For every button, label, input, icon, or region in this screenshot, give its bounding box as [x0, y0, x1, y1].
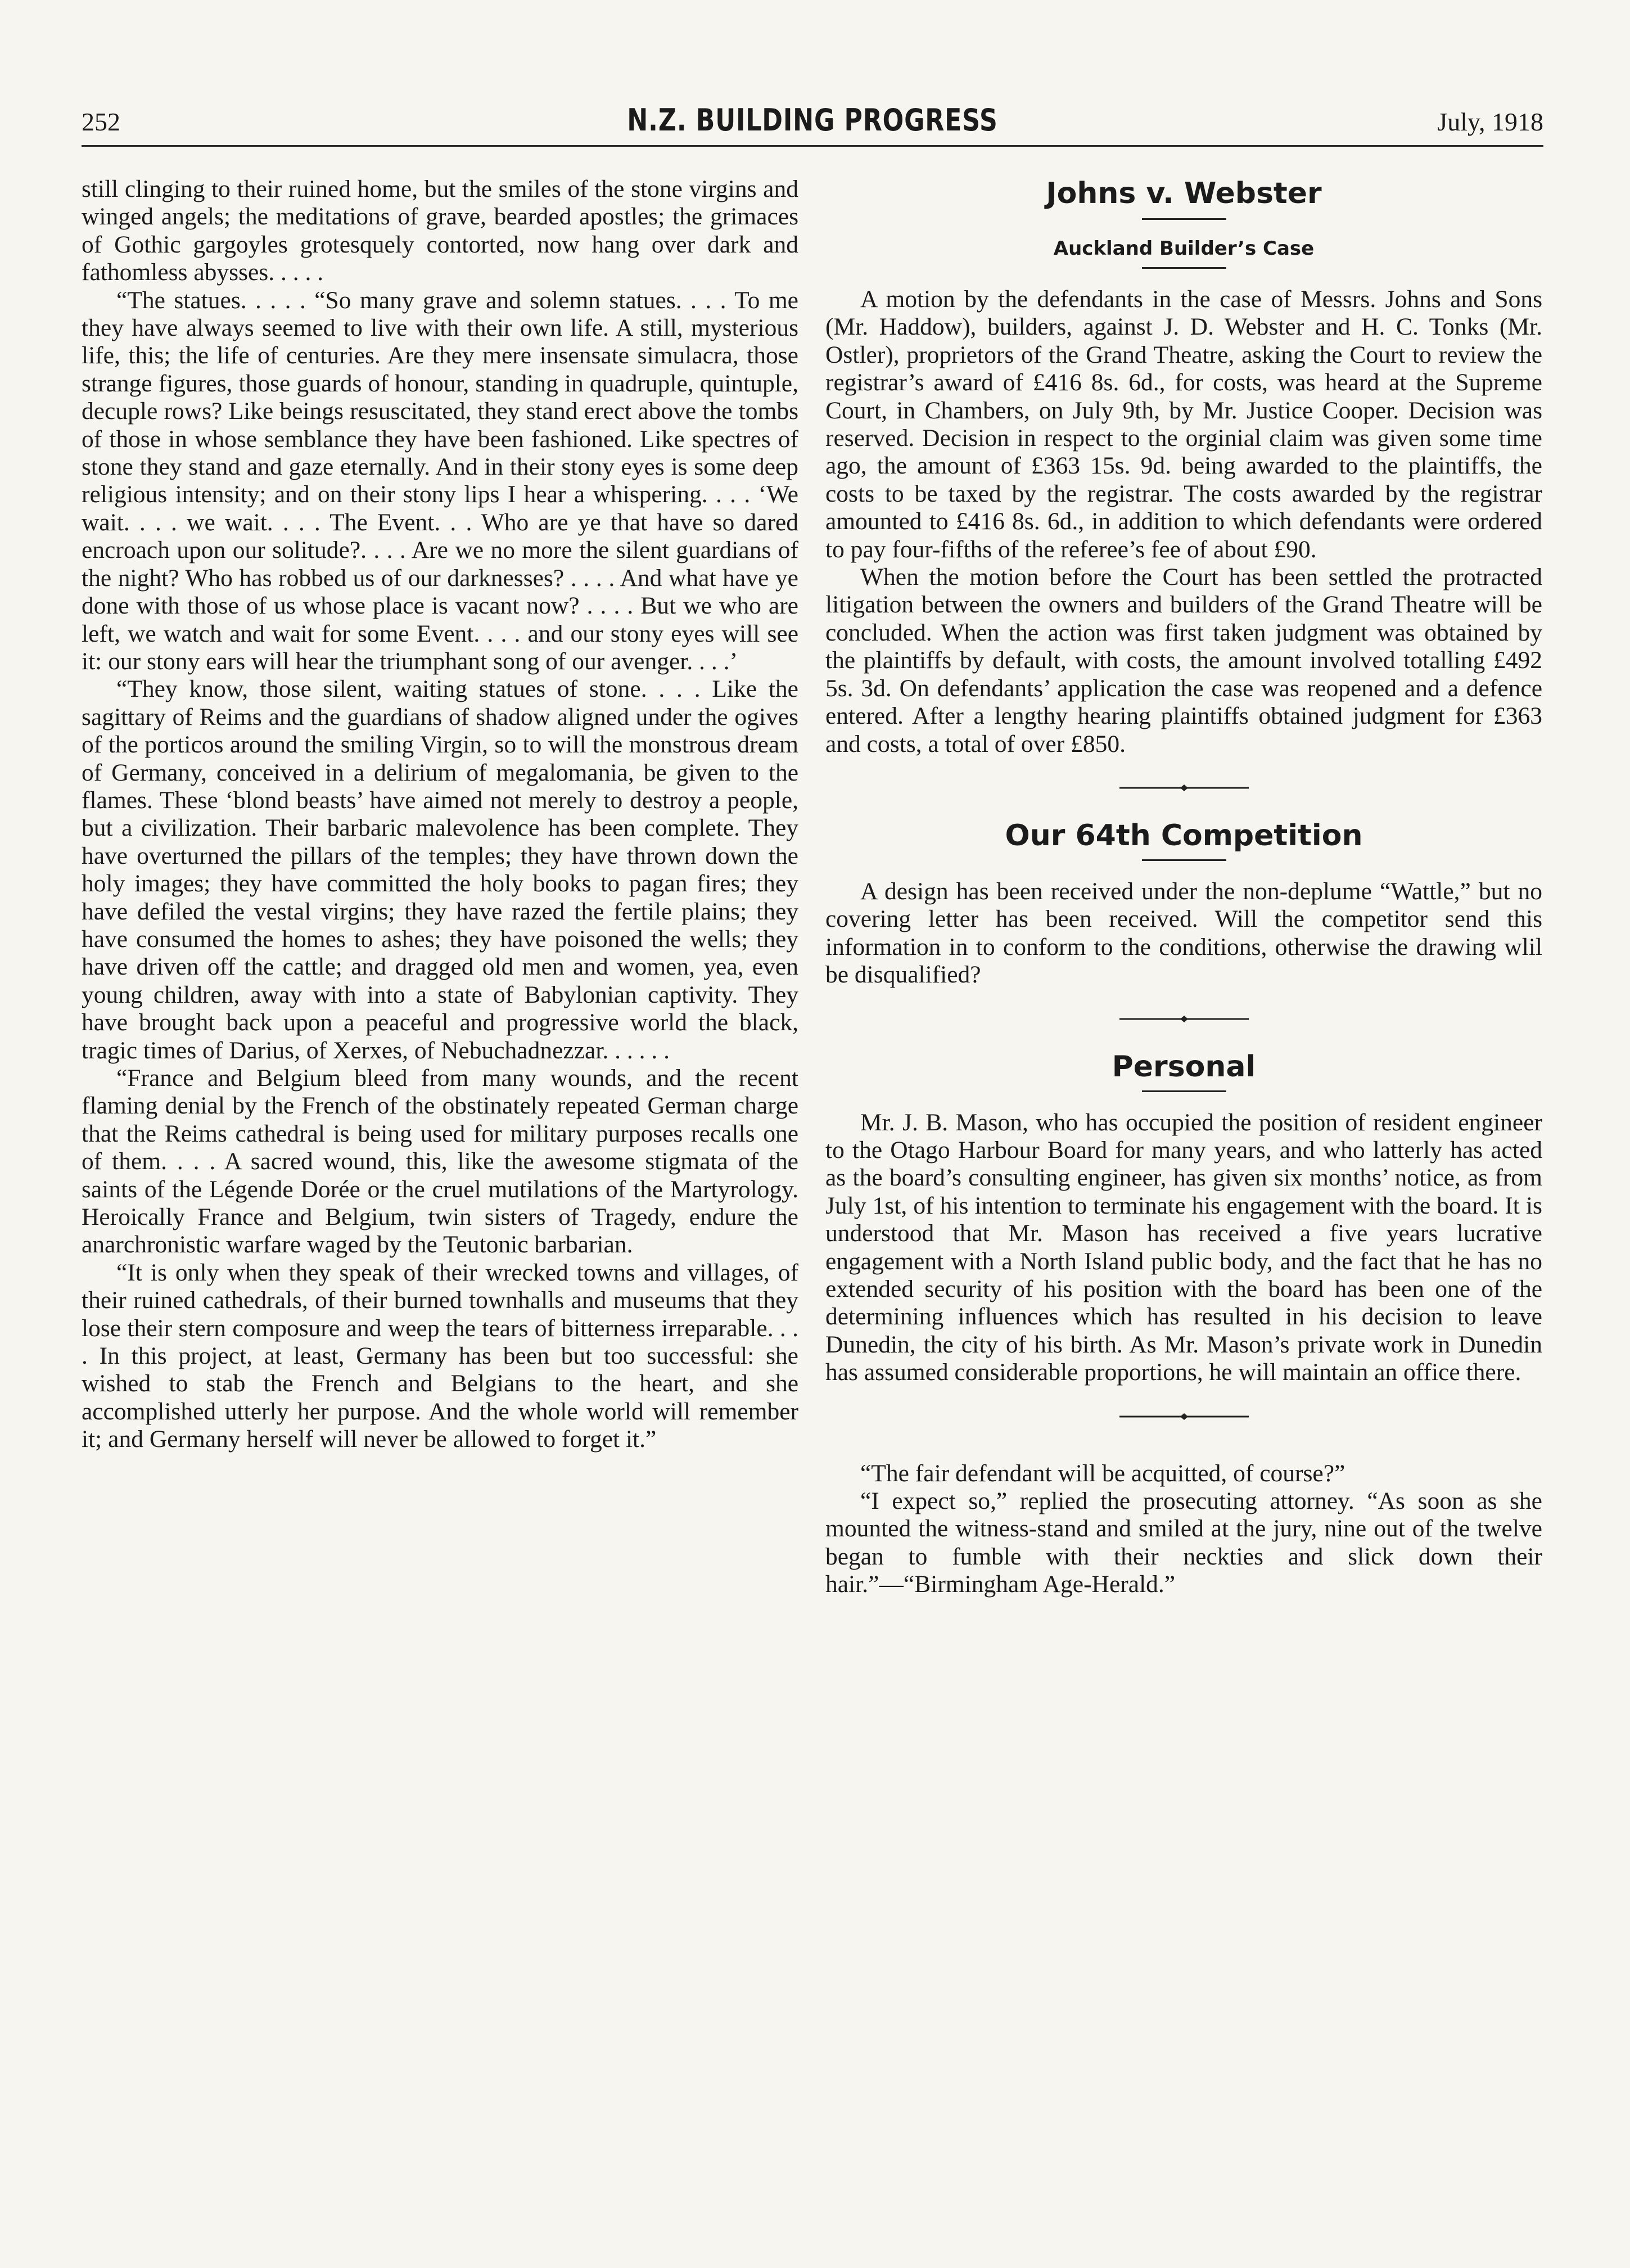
running-header: [82, 102, 1543, 142]
title-rule: [1142, 1090, 1226, 1092]
section-ornament: [1119, 1413, 1249, 1421]
article-joke: [825, 1460, 1542, 1599]
article-personal: [825, 1049, 1542, 1387]
header-rule: [82, 145, 1543, 147]
paragraph: When the motion before the Court has been settled the protracted litigation between the owners and builders of the Grand Theatre will be concluded. When the action was first taken judgment was obtained by the plaintiffs by default, with costs, the amount involved totalling £492 5s. 3d. On defendants’ application the case was reopened and a defence entered. After a lengthy hearing plaintiffs obtained judgment for £363 and costs, a total of over £850.: [825, 563, 1542, 757]
left-column: [82, 175, 798, 2222]
paragraph: still clinging to their ruined home, but the smiles of the stone virgins and winged angels; the meditations of grave, bearded apostles; the grimaces of Gothic gargoyles grotesquely contorted, now hang over dark and fathomless abysses. . . . .: [82, 175, 798, 286]
paragraph: “They know, those silent, waiting statues of stone. . . . Like the sagittary of Reims and the guardians of shadow aligned under the ogives of the porticos around the smiling Virgin, so to will the monstrous dream of Germany, conceived in a delirium of megalomania, be given to the flames. These ‘blond beasts’ have aimed not merely to destroy a people, but a civilization. Their barbaric malevolence has been complete. They have overturned the pillars of the temples; they have thrown down the holy images; they have committed the holy books to pagan fires; they have defiled the vestal virgins; they have razed the fertile plains; they have consumed the homes to ashes; they have poisoned the wells; they have driven off the cattle; and dragged old men and women, yea, even young children, away with into a state of Babylonian captivity. They have brought back upon a peaceful and progressive world the black, tragic times of Darius, of Xerxes, of Nebuchadnezzar. . . . . .: [82, 675, 798, 1064]
paragraph: Mr. J. B. Mason, who has occupied the position of resident engineer to the Otago Harbour Board for many years, and who latterly has acted as the board’s consulting engineer, has given six months’ notice, as from July 1st, of his intention to terminate his engagement with the board. It is understood that Mr. Mason has received a five years lucrative engagement with a North Island public body, and the fact that he has no extended security of his position with the board has been one of the determining influences which has resulted in his decision to leave Dunedin, the city of his birth. As Mr. Mason’s private work in Dunedin has assumed considerable proportions, he will maintain an office there.: [825, 1108, 1542, 1386]
paragraph: A design has been received under the non-deplume “Wattle,” but no covering letter has been received. Will the competitor send this information in to conform to the conditions, otherwise the drawing wlil be disqualified?: [825, 877, 1542, 989]
section-ornament: [1119, 1015, 1249, 1023]
page-number: 252: [82, 107, 120, 136]
paragraph: A motion by the defendants in the case of Messrs. Johns and Sons (Mr. Haddow), builders, against J. D. Webster and H. C. Tonks (Mr. Ostler), proprietors of the Grand Theatre, asking the Court to review the registrar’s award of £416 8s. 6d., for costs, was heard at the Supreme Court, in Chambers, on July 9th, by Mr. Justice Cooper. Decision was reserved. Decision in respect to the orginial claim was given some time ago, the amount of £363 15s. 9d. being awarded to the plaintiffs, the costs to be taxed by the registrar. The costs awarded by the registrar amounted to £416 8s. 6d., in addition to which defendants were ordered to pay four-fifths of the referee’s fee of about £90.: [825, 286, 1542, 563]
paragraph: “The fair defendant will be acquitted, of course?”: [860, 1459, 1345, 1487]
article-title: Johns v. Webster: [1046, 177, 1322, 210]
article-subtitle: Auckland Builder’s Case: [1053, 237, 1315, 260]
publication-title: N.Z. BUILDING PROGRESS: [627, 102, 998, 138]
paragraph: “I expect so,” replied the prosecuting attorney. “As soon as she mounted the witness-stand and smiled at the jury, nine out of the twelve began to fumble with their neckties and slick down their hair.”—“Birmingham Age-Herald.”: [825, 1487, 1542, 1598]
paragraph: “The statues. . . . . “So many grave and solemn statues. . . . To me they have always seemed to live with their own life. A still, mysterious life, this; the life of centuries. Are they mere insensate simulacra, those strange figures, those guards of honour, standing in quadruple, quintuple, decuple rows? Like beings resuscitated, they stand erect above the tombs of those in whose semblance they have been fashioned. Like spectres of stone they stand and gaze eternally. And in their stony eyes is some deep religious intensity; and on their stony lips I hear a whispering. . . . ‘We wait. . . . we wait. . . . The Event. . . Who are ye that have so dared encroach upon our solitude?. . . . Are we no more the silent guardians of the night? Who has robbed us of our darknesses? . . . . And what have ye done with those of us whose place is vacant now? . . . . But we who are left, we watch and wait for some Event. . . . and our stony eyes will see it: our stony ears will hear the triumphant song of our avenger. . . .’: [82, 286, 798, 675]
paragraph: “France and Belgium bleed from many wounds, and the recent flaming denial by the French of the obstinately repeated German charge that the Reims cathedral is being used for military purposes recalls one of them. . . . A sacred wound, this, like the awesome stigmata of the saints of the Légende Dorée or the cruel mutilations of the Martyrology. Heroically France and Belgium, twin sisters of Tragedy, endure the anarchronistic warfare waged by the Teutonic barbarian.: [82, 1065, 798, 1259]
article-title: Our 64th Competition: [1005, 818, 1363, 853]
subtitle-rule: [1142, 267, 1226, 269]
issue-date: July, 1918: [1437, 107, 1543, 136]
article-our-64th-competition: [825, 818, 1542, 989]
right-column: [825, 175, 1542, 2222]
article-johns-v-webster: [825, 175, 1542, 758]
title-rule: [1142, 859, 1226, 861]
title-rule: [1142, 218, 1226, 220]
article-title: Personal: [1112, 1049, 1256, 1084]
paragraph: “It is only when they speak of their wrecked towns and villages, of their ruined cathedrals, of their burned townhalls and museums that they lose their stern composure and weep the tears of bitterness irreparable. . . . In this project, at least, Germany has been but too successful: she wished to stab the French and Belgians to the heart, and she accomplished utterly her purpose. And the whole world will remember it; and Germany herself will never be allowed to forget it.”: [82, 1259, 798, 1453]
section-ornament: [1119, 784, 1249, 792]
